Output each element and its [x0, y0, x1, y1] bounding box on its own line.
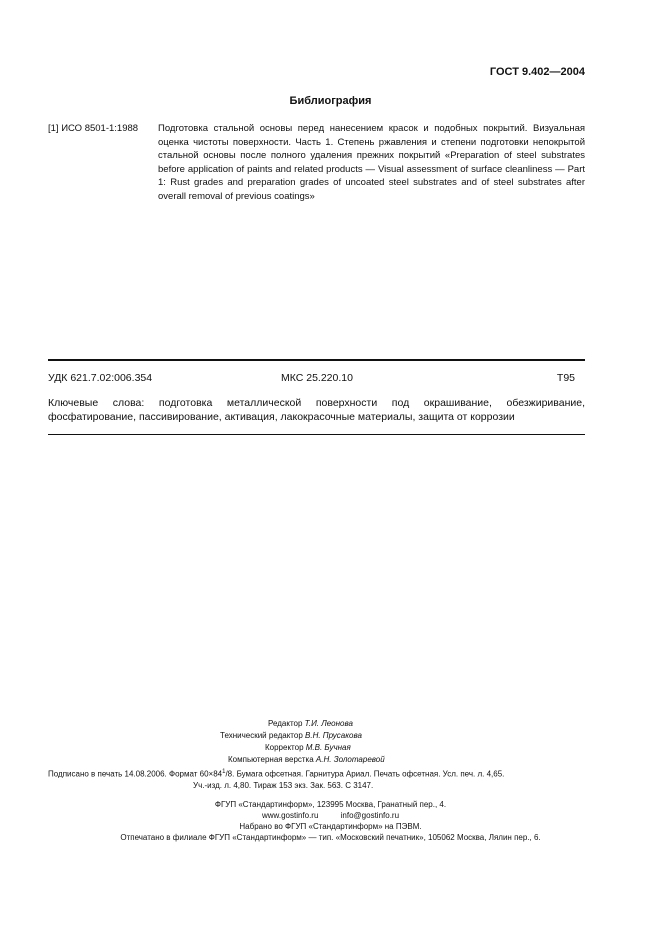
print-info-part-a: Подписано в печать 14.08.2006. Формат 60×84	[48, 769, 223, 779]
keywords: Ключевые слова: подготовка металлической поверхности под окрашивание, обезжиривание, фосфатирование, пассивирование, активация, лакокрасочные материалы, защита от коррозии	[48, 397, 585, 423]
section-divider-thin	[48, 434, 585, 435]
format-superscript: 1	[222, 769, 226, 775]
credit-proofreader-name: М.В. Бучная	[305, 743, 351, 752]
print-info-line-1	[48, 769, 504, 779]
credit-tech-editor-name: В.Н. Прусакова	[305, 731, 362, 740]
credit-proofreader-label: Корректор	[265, 743, 304, 752]
credit-proofreader	[265, 742, 351, 754]
bibliography-title: Библиография	[289, 95, 372, 107]
credit-tech-editor	[220, 730, 362, 742]
credit-layout	[228, 754, 385, 766]
credit-editor	[268, 718, 353, 730]
format-denominator: /8	[225, 769, 233, 779]
bibliography-entry-text: Подготовка стальной основы перед нанесением красок и подобных покрытий. Визуальная оценка чистоты поверхности. Часть 1. Степень ржавления и степени подготовки непокрытой стальной основы после полного удаления прежних покрытий «Preparation of steel substrates before application of paints and related products — Visual assessment of surface cleanliness — Part 1: Rust grades and preparation grades of uncoated steel substrates and of steel substrates after overall removal of previous coatings»	[158, 123, 585, 202]
bibliography-entry	[48, 122, 585, 212]
credit-editor-name: Т.И. Леонова	[304, 719, 353, 728]
bibliography-entry-number: [1] ИСО 8501-1:1988	[48, 123, 139, 134]
section-divider-thick	[48, 359, 585, 361]
credit-tech-editor-label: Технический редактор	[220, 731, 303, 740]
mks-code: МКС 25.220.10	[281, 372, 353, 384]
credit-editor-label: Редактор	[268, 719, 303, 728]
credit-layout-name: А.Н. Золотаревой	[315, 755, 385, 764]
okstu-code: Т95	[556, 372, 575, 384]
print-info-line-2: Уч.-изд. л. 4,80. Тираж 153 экз. Зак. 563. С 3147.	[193, 781, 374, 790]
publisher-line-3: Набрано во ФГУП «Стандартинформ» на ПЭВМ.	[239, 822, 422, 831]
document-code: ГОСТ 9.402—2004	[489, 66, 585, 78]
udk-code: УДК 621.7.02:006.354	[48, 372, 153, 384]
print-info-part-b: . Бумага офсетная. Гарнитура Ариал. Печать офсетная. Усл. печ. л. 4,65.	[232, 769, 505, 779]
publisher-line-1: ФГУП «Стандартинформ», 123995 Москва, Гранатный пер., 4.	[214, 800, 447, 809]
publisher-line-4: Отпечатано в филиале ФГУП «Стандартинформ» — тип. «Московский печатник», 105062 Москва, Лялин пер., 6.	[120, 833, 541, 842]
publisher-contacts: www.gostinfo.ru info@gostinfo.ru	[261, 811, 400, 820]
credit-layout-label: Компьютерная верстка	[228, 755, 314, 764]
